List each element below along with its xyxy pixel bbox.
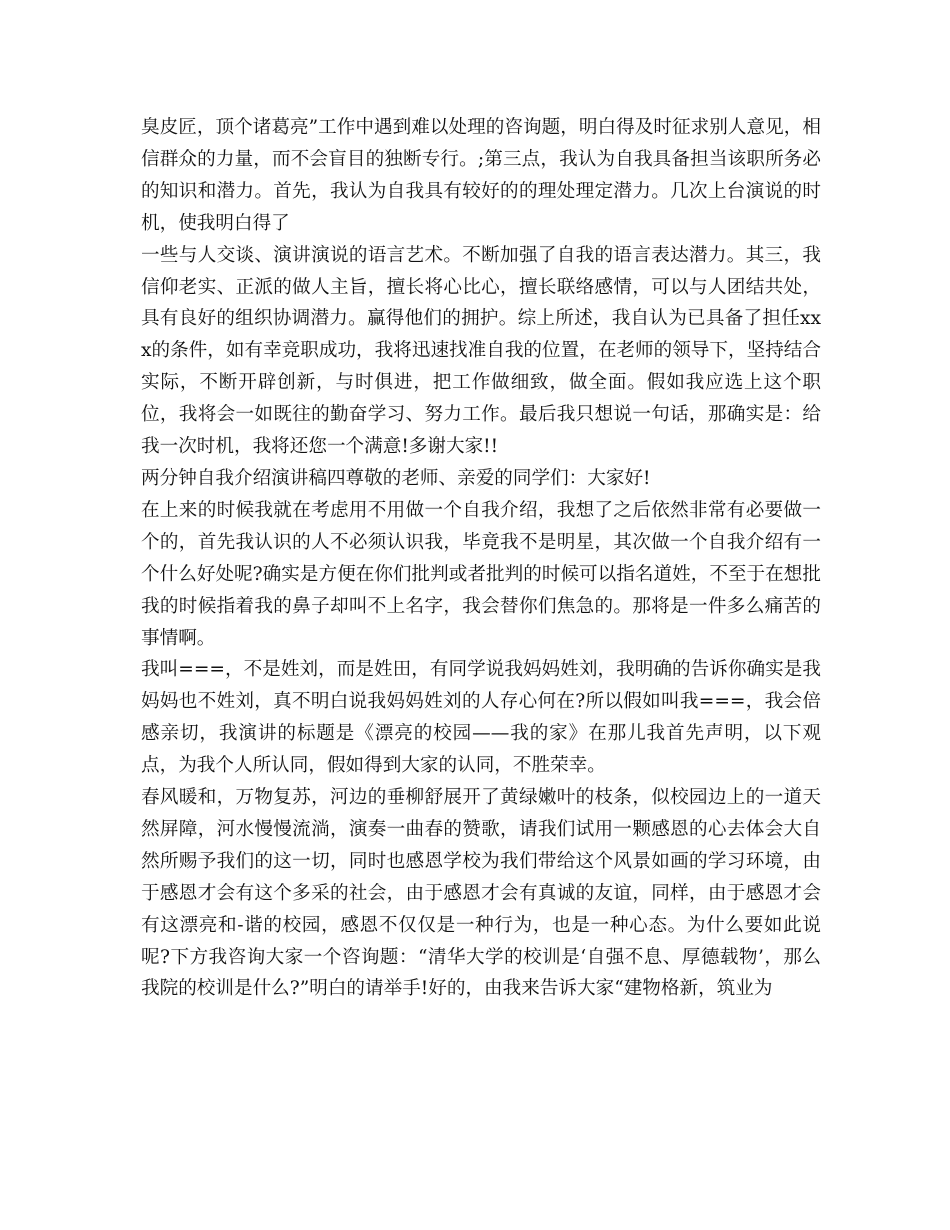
paragraph-4: 在上来的时候我就在考虑用不用做一个自我介绍，我想了之后依然非常有必要做一个的，首先我认识的人不必须认识我，毕竟我不是明星，其次做一个自我介绍有一个什么好处呢?确实是方便在你们批判或者批判的时候可以指名道姓，不至于在想批我的时候指着我的鼻子却叫不上名字，我会替你们焦急的。那将是一件多么痛苦的事情啊。	[141, 499, 821, 649]
paragraph-3: 两分钟自我介绍演讲稿四尊敬的老师、亲爱的同学们：大家好!	[141, 467, 651, 489]
paragraph-6: 春风暖和，万物复苏，河边的垂柳舒展开了黄绿嫩叶的枝条，似校园边上的一道天然屏障，河水慢慢流淌，演奏一曲春的赞歌，请我们试用一颗感恩的心去体会大自然所赐予我们的这一切，同时也感恩学校为我们带给这个风景如画的学习环境，由于感恩才会有这个多采的社会，由于感恩才会有真诚的友谊，同样，由于感恩才会有这漂亮和-谐的校园，感恩不仅仅是一种行为，也是一种心态。为什么要如此说呢?下方我咨询大家一个咨询题：“清华大学的校训是‘自强不息、厚德载物’，那么我院的校训是什么?”明白的请举手!好的，由我来告诉大家“建物格新，筑业为	[141, 787, 821, 1000]
paragraph-1: 臭皮匠，顶个诸葛亮”工作中遇到难以处理的咨询题，明白得及时征求别人意见，相信群众的力量，而不会盲目的独断专行。;第三点，我认为自我具备担当该职所务必的知识和潜力。首先，我认为自我具有较好的的理处理定潜力。几次上台演说的时机，使我明白得了	[141, 117, 821, 234]
paragraph-2: 一些与人交谈、演讲演说的语言艺术。不断加强了自我的语言表达潜力。其三，我信仰老实、正派的做人主旨，擅长将心比心，擅长联络感情，可以与人团结共处，具有良好的组织协调潜力。赢得他们的拥护。综上所述，我自认为已具备了担任xxx的条件，如有幸竞职成功，我将迅速找准自我的位置，在老师的领导下，坚持结合实际，不断开辟创新，与时俱进，把工作做细致，做全面。假如我应选上这个职位，我将会一如既往的勤奋学习、努力工作。最后我只想说一句话，那确实是：给我一次时机，我将还您一个满意!多谢大家!!	[141, 244, 821, 458]
document-body	[141, 112, 821, 1005]
paragraph-5: 我叫===，不是姓刘，而是姓田，有同学说我妈妈姓刘，我明确的告诉你确实是我妈妈也不姓刘，真不明白说我妈妈姓刘的人存心何在?所以假如叫我===，我会倍感亲切，我演讲的标题是《漂亮的校园——我的家》在那儿我首先声明，以下观点，为我个人所认同，假如得到大家的认同，不胜荣幸。	[141, 659, 821, 777]
